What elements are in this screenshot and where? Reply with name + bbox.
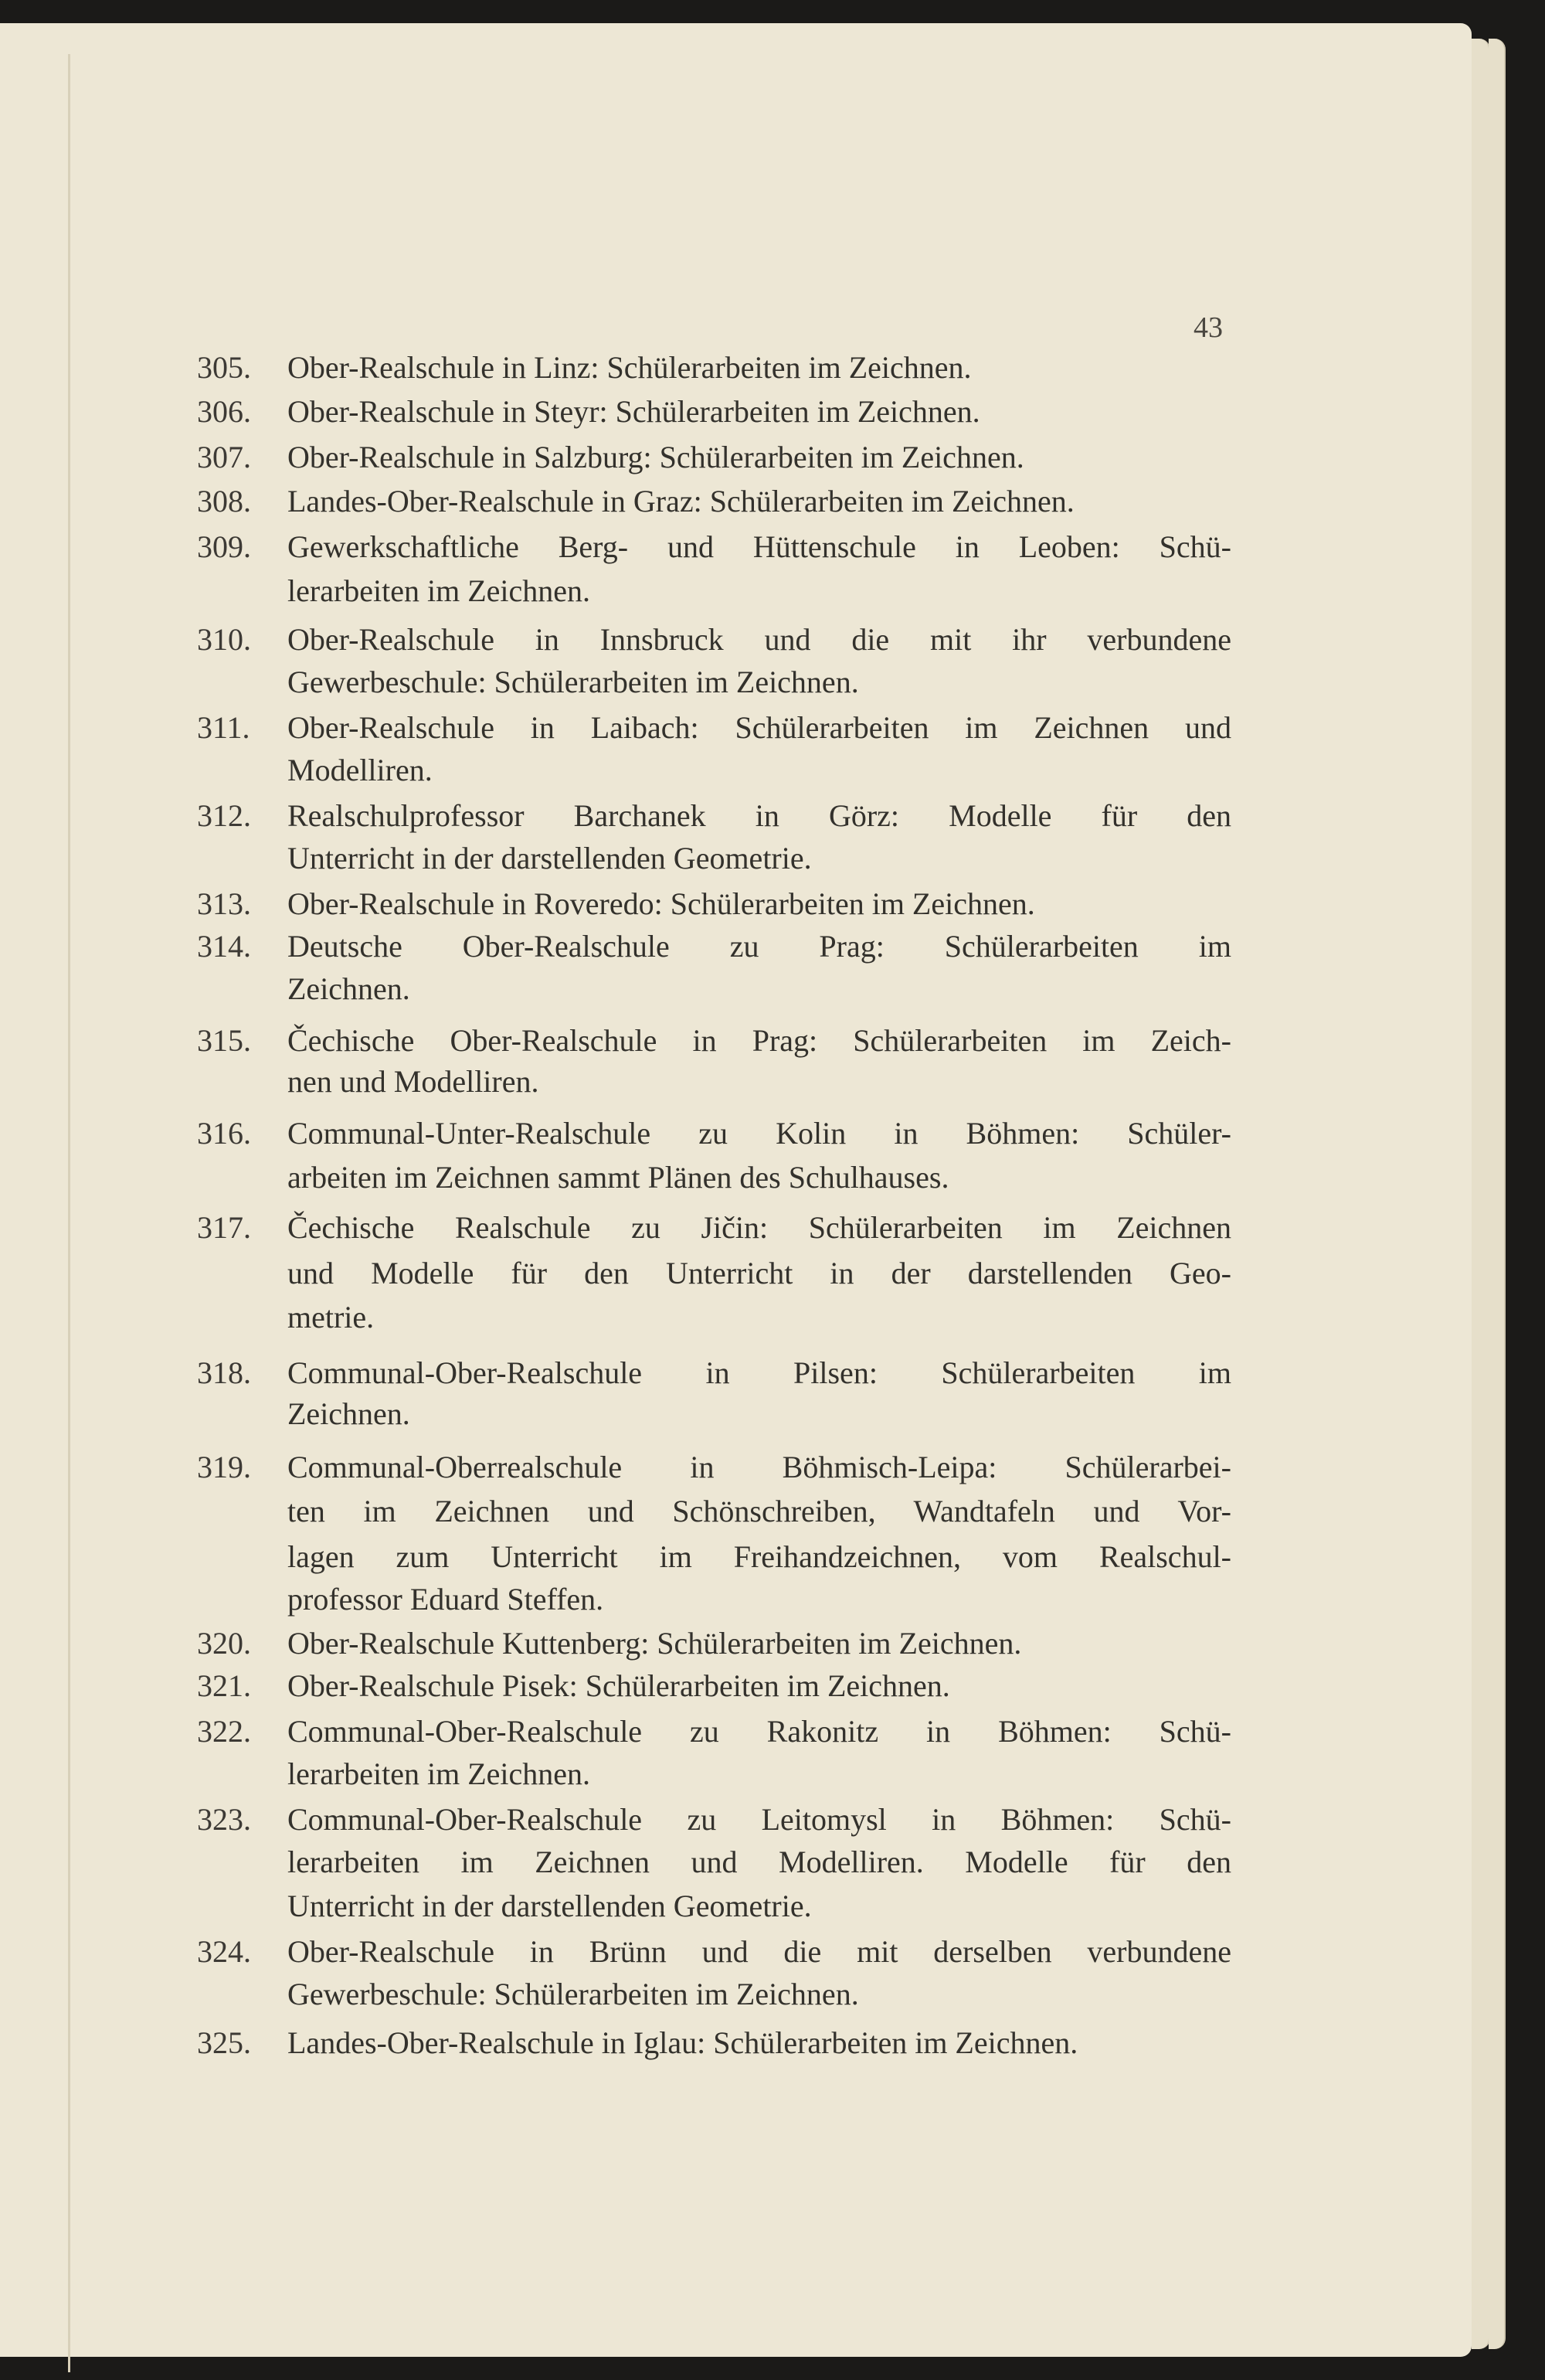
entry-number: 314. — [197, 929, 251, 964]
entry-text-line: Čechische Ober-Realschule in Prag: Schülerarbeiten im Zeich- — [287, 1022, 1231, 1058]
entry-text-line: professor Eduard Steffen. — [287, 1582, 604, 1617]
page-number: 43 — [1194, 311, 1223, 344]
entry-text-line: Communal-Oberrealschule in Böhmisch-Leipa: Schülerarbei- — [287, 1450, 1231, 1485]
entry-text-line: Landes-Ober-Realschule in Graz: Schülerarbeiten im Zeichnen. — [287, 484, 1075, 519]
entry-text-line: lerarbeiten im Zeichnen. — [287, 1756, 591, 1792]
entry-text-line: Čechische Realschule zu Jičin: Schülerarbeiten im Zeichnen — [287, 1209, 1231, 1245]
entry-text-line: lerarbeiten im Zeichnen. — [287, 573, 591, 609]
entry-text-line: Gewerbeschule: Schülerarbeiten im Zeichnen. — [287, 665, 859, 700]
entry-text-line: Zeichnen. — [287, 1396, 410, 1432]
entry-text-line: Unterricht in der darstellenden Geometrie. — [287, 1889, 812, 1923]
entry-number: 325. — [197, 2025, 251, 2060]
entry-number: 321. — [197, 1668, 251, 1704]
entry-text-line: nen und Modelliren. — [287, 1064, 539, 1099]
entry-number: 307. — [197, 440, 251, 475]
entry-text-line: Ober-Realschule in Salzburg: Schülerarbeiten im Zeichnen. — [287, 440, 1024, 475]
entry-text-line: Ober-Realschule in Innsbruck und die mit ihr verbundene — [287, 622, 1231, 658]
entry-number: 313. — [197, 886, 251, 922]
book-page — [0, 23, 1472, 2357]
entry-text-line: metrie. — [287, 1299, 375, 1334]
entry-number: 309. — [197, 529, 251, 565]
entry-text-line: Ober-Realschule in Linz: Schülerarbeiten im Zeichnen. — [287, 350, 972, 386]
entry-text-line: Zeichnen. — [287, 971, 410, 1007]
entry-text-line: Communal-Ober-Realschule zu Rakonitz in Böhmen: Schü- — [287, 1714, 1231, 1749]
entry-text-line: Ober-Realschule in Laibach: Schülerarbeiten im Zeichnen und — [287, 710, 1231, 746]
entry-text-line: Unterricht in der darstellenden Geometrie. — [287, 841, 812, 876]
entry-number: 317. — [197, 1209, 251, 1245]
entry-text-line: Gewerbeschule: Schülerarbeiten im Zeichnen. — [287, 1976, 859, 2011]
entry-number: 312. — [197, 798, 251, 834]
entry-text-line: Ober-Realschule Pisek: Schülerarbeiten im Zeichnen. — [287, 1668, 950, 1704]
entry-number: 316. — [197, 1115, 251, 1151]
entry-number: 323. — [197, 1802, 251, 1837]
entry-text-line: Deutsche Ober-Realschule zu Prag: Schülerarbeiten im — [287, 929, 1231, 964]
entry-text-line: Ober-Realschule in Roveredo: Schülerarbeiten im Zeichnen. — [287, 886, 1035, 922]
entry-number: 319. — [197, 1450, 251, 1485]
entry-number: 318. — [197, 1355, 251, 1391]
entry-number: 322. — [197, 1714, 251, 1749]
entry-text-line: Gewerkschaftliche Berg- und Hüttenschule in Leoben: Schü- — [287, 529, 1231, 565]
entry-number: 320. — [197, 1626, 251, 1661]
entry-number: 306. — [197, 394, 251, 430]
entry-text-line: Ober-Realschule in Brünn und die mit derselben verbundene — [287, 1933, 1231, 1969]
page-edge — [1489, 39, 1506, 2349]
entry-text-line: Realschulprofessor Barchanek in Görz: Modelle für den — [287, 798, 1231, 834]
entry-text-line: lagen zum Unterricht im Freihandzeichnen, vom Realschul- — [287, 1539, 1231, 1575]
entry-text-line: Communal-Unter-Realschule zu Kolin in Böhmen: Schüler- — [287, 1115, 1231, 1151]
entry-number: 315. — [197, 1022, 251, 1058]
entry-text-line: arbeiten im Zeichnen sammt Plänen des Schulhauses. — [287, 1159, 949, 1195]
entry-text-line: und Modelle für den Unterricht in der darstellenden Geo- — [287, 1255, 1231, 1290]
entry-text-line: Landes-Ober-Realschule in Iglau: Schülerarbeiten im Zeichnen. — [287, 2025, 1078, 2060]
entry-number: 308. — [197, 484, 251, 519]
page-edge — [1472, 39, 1490, 2349]
page-gutter-line — [68, 54, 70, 2372]
entry-text-line: lerarbeiten im Zeichnen und Modelliren. Modelle für den — [287, 1844, 1231, 1880]
entry-text-line: Modelliren. — [287, 753, 433, 788]
entry-text-line: Ober-Realschule Kuttenberg: Schülerarbeiten im Zeichnen. — [287, 1626, 1022, 1661]
entry-text-line: ten im Zeichnen und Schönschreiben, Wandtafeln und Vor- — [287, 1494, 1231, 1529]
entry-number: 310. — [197, 622, 251, 658]
entry-number: 324. — [197, 1933, 251, 1969]
entry-text-line: Communal-Ober-Realschule zu Leitomysl in Böhmen: Schü- — [287, 1802, 1231, 1837]
entry-text-line: Ober-Realschule in Steyr: Schülerarbeiten im Zeichnen. — [287, 394, 980, 430]
entry-text-line: Communal-Ober-Realschule in Pilsen: Schülerarbeiten im — [287, 1355, 1231, 1391]
entry-number: 311. — [197, 710, 250, 746]
entry-number: 305. — [197, 350, 251, 386]
